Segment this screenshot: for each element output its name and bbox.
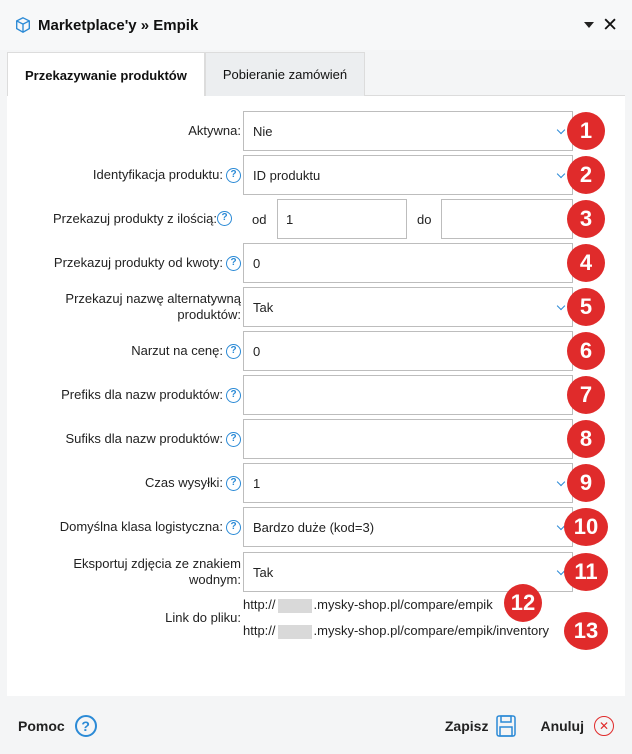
annotation-badge: 2	[567, 156, 605, 194]
annotation-badge: 5	[567, 288, 605, 326]
chevron-down-icon	[557, 170, 565, 178]
czas-select[interactable]	[243, 463, 573, 503]
annotation-badge: 8	[567, 420, 605, 458]
redacted-block	[278, 599, 312, 613]
annotation-badge: 1	[567, 112, 605, 150]
link-label: Link do pliku:	[165, 610, 241, 625]
window-title: Marketplace'y » Empik	[38, 16, 199, 34]
save-button[interactable]: Zapisz	[444, 718, 489, 734]
package-icon	[14, 16, 32, 34]
aktywna-label: Aktywna:	[188, 123, 241, 138]
chevron-down-icon	[557, 302, 565, 310]
zdjecia-label: Eksportuj zdjęcia ze znakiem wodnym:	[73, 556, 241, 587]
czas-value: 1	[253, 475, 261, 491]
annotation-badge: 7	[567, 376, 605, 414]
help-icon[interactable]: ?	[226, 520, 241, 535]
cancel-icon[interactable]: ✕	[594, 716, 614, 736]
narzut-input[interactable]	[243, 331, 573, 371]
ilosc-label: Przekazuj produkty z ilością:	[52, 211, 217, 226]
link-inventory[interactable]: http:// .mysky-shop.pl/compare/empik/inventory	[243, 623, 550, 638]
ilosc-od-value: 1	[286, 211, 294, 227]
czas-label: Czas wysyłki: ?	[145, 475, 241, 491]
od-label: od	[252, 212, 267, 227]
help-icon[interactable]: ?	[226, 388, 241, 403]
identyfikacja-label: Identyfikacja produktu: ?	[93, 167, 241, 183]
annotation-badge: 4	[567, 244, 605, 282]
tab-bar	[7, 52, 625, 96]
help-icon[interactable]: ?	[226, 168, 241, 183]
prefiks-label: Prefiks dla nazw produktów: ?	[61, 387, 241, 403]
annotation-badge: 10	[564, 508, 608, 546]
sufiks-label: Sufiks dla nazw produktów: ?	[65, 431, 241, 447]
help-label[interactable]: Pomoc	[18, 718, 65, 734]
chevron-down-icon	[557, 126, 565, 134]
klasa-label: Domyślna klasa logistyczna: ?	[60, 519, 241, 535]
klasa-select[interactable]	[243, 507, 573, 547]
od-kwoty-label: Przekazuj produkty od kwoty: ?	[54, 255, 241, 271]
tab-pobieranie-zamowien[interactable]: Pobieranie zamówień	[205, 52, 365, 96]
redacted-block	[278, 625, 312, 639]
help-icon[interactable]: ?	[226, 432, 241, 447]
annotation-badge: 9	[567, 464, 605, 502]
collapse-caret-icon[interactable]	[584, 22, 594, 28]
identyfikacja-select[interactable]	[243, 155, 573, 195]
narzut-label: Narzut na cenę: ?	[131, 343, 241, 359]
chevron-down-icon	[557, 478, 565, 486]
narzut-value: 0	[253, 343, 261, 359]
help-icon[interactable]: ?	[226, 256, 241, 271]
annotation-badge: 12	[504, 584, 542, 622]
do-label: do	[417, 212, 432, 227]
dialog-footer	[0, 698, 632, 754]
save-icon[interactable]	[496, 715, 516, 737]
aktywna-value: Nie	[253, 123, 273, 139]
sufiks-input[interactable]	[243, 419, 573, 459]
nazwa-alt-label: Przekazuj nazwę alternatywną produktów:	[65, 291, 241, 322]
help-icon[interactable]: ?	[226, 344, 241, 359]
form-panel	[7, 96, 625, 696]
identyfikacja-value: ID produktu	[253, 167, 321, 183]
link-feed[interactable]: http:// .mysky-shop.pl/compare/empik	[243, 597, 493, 612]
help-icon[interactable]: ?	[226, 476, 241, 491]
help-icon[interactable]: ?	[217, 211, 232, 226]
annotation-badge: 6	[567, 332, 605, 370]
od-kwoty-value: 0	[253, 255, 261, 271]
tab-przekazywanie-produktow[interactable]: Przekazywanie produktów	[7, 52, 205, 97]
annotation-badge: 11	[564, 553, 608, 591]
cancel-button[interactable]: Anuluj	[540, 718, 584, 734]
ilosc-od-input[interactable]	[277, 199, 407, 239]
close-icon[interactable]: ✕	[602, 14, 618, 36]
nazwa-alt-select[interactable]	[243, 287, 573, 327]
prefiks-input[interactable]	[243, 375, 573, 415]
aktywna-select[interactable]	[243, 111, 573, 151]
klasa-value: Bardzo duże (kod=3)	[253, 519, 375, 535]
od-kwoty-input[interactable]	[243, 243, 573, 283]
help-icon[interactable]: ?	[75, 715, 97, 737]
ilosc-do-input[interactable]	[441, 199, 573, 239]
zdjecia-value: Tak	[253, 564, 274, 580]
nazwa-alt-value: Tak	[253, 299, 274, 315]
annotation-badge: 13	[564, 612, 608, 650]
window-titlebar	[0, 0, 632, 50]
annotation-badge: 3	[567, 200, 605, 238]
